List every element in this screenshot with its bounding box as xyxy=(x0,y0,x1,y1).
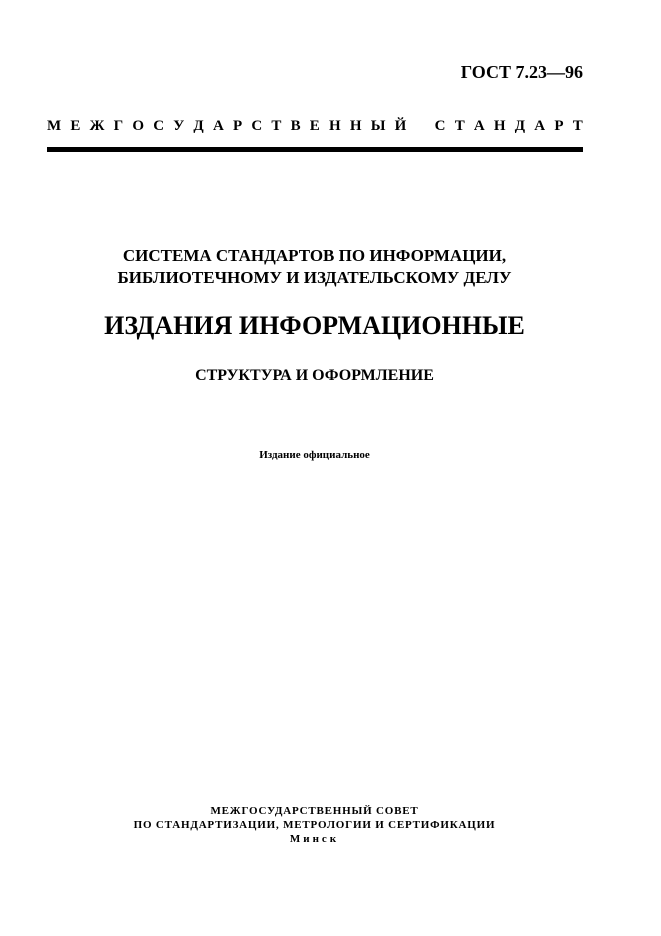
series-title-line-2: БИБЛИОТЕЧНОМУ И ИЗДАТЕЛЬСКОМУ ДЕЛУ xyxy=(117,268,512,287)
main-title: ИЗДАНИЯ ИНФОРМАЦИОННЫЕ xyxy=(104,311,525,340)
document-code: ГОСТ 7.23—96 xyxy=(460,62,583,82)
header-rule xyxy=(47,147,583,152)
series-title-line-1: СИСТЕМА СТАНДАРТОВ ПО ИНФОРМАЦИИ, xyxy=(122,246,507,265)
publisher-line-2: ПО СТАНДАРТИЗАЦИИ, МЕТРОЛОГИИ И СЕРТИФИКАЦИИ xyxy=(133,819,496,831)
subtitle: СТРУКТУРА И ОФОРМЛЕНИЕ xyxy=(195,367,434,384)
standard-type-heading xyxy=(47,118,583,135)
standard-type-words xyxy=(47,118,583,135)
publisher-city: Минск xyxy=(289,833,340,845)
standard-type-text: М Е Ж Г О С У Д А Р С Т В Е Н Н Ы Й С Т А Н Д А Р Т xyxy=(47,118,583,134)
publisher-block xyxy=(0,804,629,846)
publisher-line-1: МЕЖГОСУДАРСТВЕННЫЙ СОВЕТ xyxy=(210,805,419,817)
edition-note: Издание официальное xyxy=(259,449,370,461)
series-title xyxy=(0,245,629,289)
